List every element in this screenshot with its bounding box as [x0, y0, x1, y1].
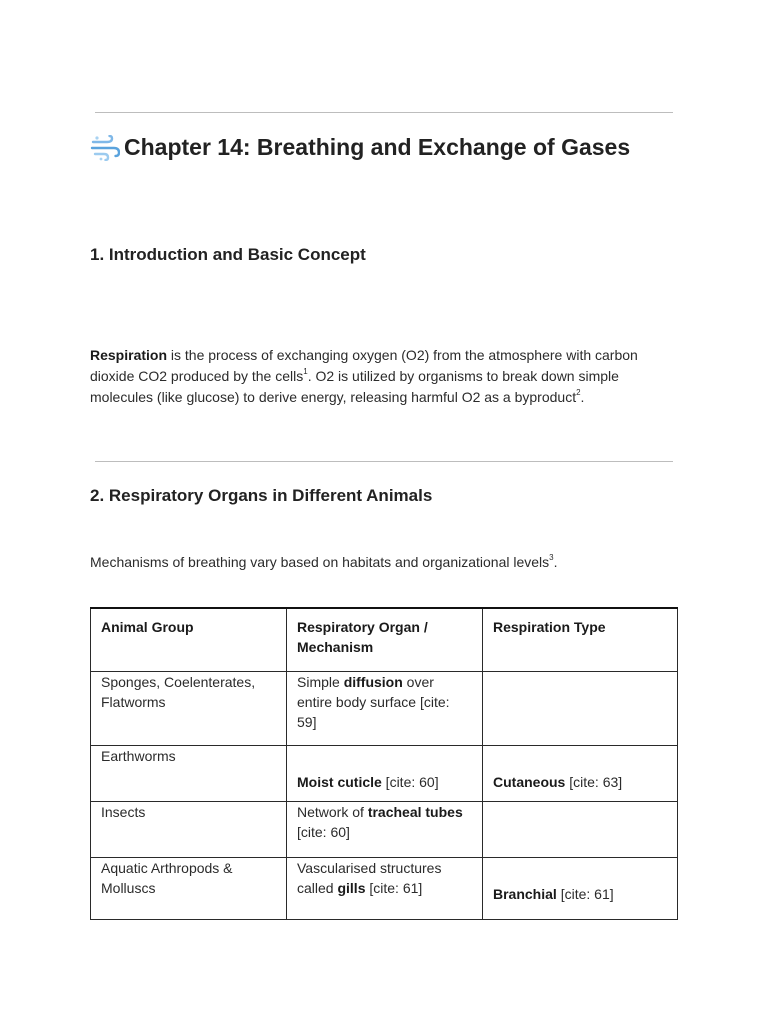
column-header-respiratory-organ: Respiratory Organ / Mechanism [287, 608, 483, 671]
citation-ref: 1 [303, 367, 308, 377]
cell-bold-text: gills [337, 879, 366, 896]
respiration-type-cell [483, 857, 678, 919]
paragraph-text: . [580, 389, 585, 405]
respiration-paragraph [90, 345, 680, 408]
respiration-type-cell [483, 671, 678, 745]
table-header-row [91, 608, 678, 671]
chapter-title-text: Chapter 14: Breathing and Exchange of Gases [124, 134, 631, 160]
cell-text: [cite: 61] [556, 885, 614, 902]
cell-bold-text: tracheal tubes [367, 803, 463, 820]
animal-group-cell: Insects [91, 801, 287, 857]
cell-text: Simple [297, 673, 344, 690]
paragraph-text: . [553, 554, 558, 570]
respiration-type-cell [483, 745, 678, 801]
respiration-type-cell [483, 801, 678, 857]
table-row [91, 745, 678, 801]
cell-bold-text: Moist cuticle [297, 773, 382, 790]
section-heading-respiratory-organs: 2. Respiratory Organs in Different Animals [90, 486, 433, 505]
paragraph-text: Mechanisms of breathing vary based on habitats and organizational levels [90, 554, 550, 570]
cell-text: [cite: 60] [381, 773, 439, 790]
paragraph-text: . O2 is utilized by organisms to break down simple molecules (like glucose) to derive energy, releasing harmful O2 as a byproduct [90, 368, 619, 405]
chapter-title [90, 134, 630, 161]
cell-bold-text: Cutaneous [493, 773, 566, 790]
respiratory-organ-cell [287, 745, 483, 801]
table-row [91, 801, 678, 857]
cell-text: [cite: 63] [565, 773, 623, 790]
cell-bold-text: Branchial [493, 885, 557, 902]
cell-bold-text: diffusion [343, 673, 403, 690]
cell-text: Network of [297, 803, 368, 820]
paragraph-text: is the process of exchanging oxygen (O2) from the atmosphere with carbon dioxide CO2 produced by the cells [90, 347, 638, 384]
respiration-term: Respiration [90, 347, 168, 363]
respiratory-organ-cell [287, 857, 483, 919]
animal-group-cell: Earthworms [91, 745, 287, 801]
table-row [91, 671, 678, 745]
cell-text: [cite: 61] [365, 879, 423, 896]
respiratory-organ-cell [287, 671, 483, 745]
respiratory-organs-table [90, 607, 678, 920]
breathing-mechanisms-intro [90, 552, 680, 573]
citation-ref: 2 [576, 388, 581, 398]
horizontal-rule [95, 461, 673, 462]
citation-ref: 3 [549, 553, 554, 563]
cell-text: Vascularised structures called [297, 859, 442, 896]
cell-text: over entire body surface [cite: 59] [297, 673, 450, 730]
animal-group-cell: Aquatic Arthropods & Molluscs [91, 857, 287, 919]
cell-text: [cite: 60] [297, 823, 350, 840]
horizontal-rule [95, 112, 673, 113]
column-header-respiration-type: Respiration Type [483, 608, 678, 671]
section-heading-introduction: 1. Introduction and Basic Concept [90, 245, 366, 264]
column-header-animal-group: Animal Group [91, 608, 287, 671]
table-row [91, 857, 678, 919]
wind-icon [90, 135, 120, 161]
animal-group-cell: Sponges, Coelenterates, Flatworms [91, 671, 287, 745]
respiratory-organ-cell [287, 801, 483, 857]
